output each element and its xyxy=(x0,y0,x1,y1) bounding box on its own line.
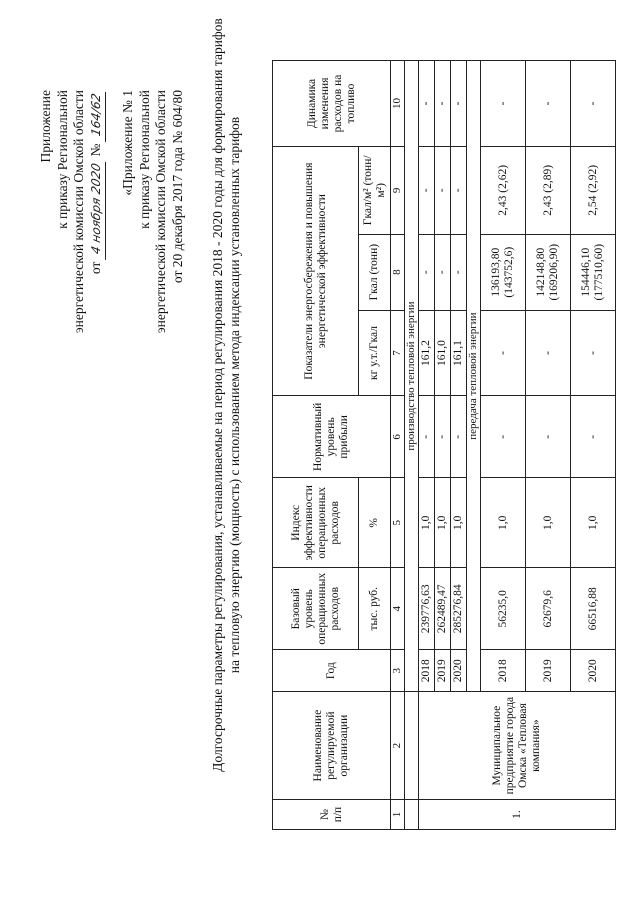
parameters-table xyxy=(272,60,616,830)
kgut-cell: 161,1 xyxy=(451,310,467,396)
profit-cell: - xyxy=(571,396,616,478)
handwritten-date: 4 ноября 2020 xyxy=(88,158,106,260)
gcal-m2-cell: - xyxy=(419,146,435,234)
dynamics-cell: - xyxy=(435,61,451,147)
gcal-cell: 154446,10 (177510,60) xyxy=(571,234,616,310)
unit-gcal: Гкал (тонн) xyxy=(359,234,391,310)
base-cell: 62679,6 xyxy=(526,568,571,650)
year-cell: 2019 xyxy=(526,650,571,692)
blank-cell xyxy=(405,692,419,800)
profit-cell: - xyxy=(526,396,571,478)
unit-percent: % xyxy=(359,478,391,568)
header-org-name: Наименование регулируемой организации xyxy=(273,692,391,800)
base-cell: 239776,63 xyxy=(419,568,435,650)
appendix1-label: «Приложение № 1 xyxy=(120,90,135,196)
header-fuel-dynamics: Динамика изменения расходов на топливо xyxy=(273,61,391,147)
row-number: 1. xyxy=(419,800,616,830)
base-cell: 262489,47 xyxy=(435,568,451,650)
number-prefix: № xyxy=(87,143,103,157)
col-number: 6 xyxy=(391,396,405,478)
appendix1-header xyxy=(120,90,186,333)
col-number: 10 xyxy=(391,61,405,147)
gcal-cell: - xyxy=(451,234,467,310)
gcal-m2-cell: 2,43 (2,62) xyxy=(481,146,526,234)
kgut-cell: - xyxy=(481,310,526,396)
header-num: № п/п xyxy=(273,800,391,830)
unit-rub: тыс. руб. xyxy=(359,568,391,650)
table-row xyxy=(419,61,435,830)
unit-gcal-m2: Гкал/м² (тонн/м²) xyxy=(359,146,391,234)
commission-name: энергетической комиссии Омской области xyxy=(71,90,86,334)
dynamics-cell: - xyxy=(571,61,616,147)
gcal-cell: - xyxy=(435,234,451,310)
col-number: 5 xyxy=(391,478,405,568)
gcal-m2-cell: 2,54 (2,92) xyxy=(571,146,616,234)
header-profit: Нормативный уровень прибыли xyxy=(273,396,391,478)
col-number: 7 xyxy=(391,310,405,396)
organization-name: Муниципальное предприятие города Омска «Тепловая компания» xyxy=(419,692,616,800)
year-cell: 2020 xyxy=(451,650,467,692)
base-cell: 66516,88 xyxy=(571,568,616,650)
col-number: 8 xyxy=(391,234,405,310)
dynamics-cell: - xyxy=(419,61,435,147)
base-cell: 285276,84 xyxy=(451,568,467,650)
dynamics-cell: - xyxy=(451,61,467,147)
year-cell: 2020 xyxy=(571,650,616,692)
index-cell: 1,0 xyxy=(419,478,435,568)
profit-cell: - xyxy=(435,396,451,478)
col-number: 2 xyxy=(391,692,405,800)
kgut-cell: - xyxy=(571,310,616,396)
appendix-label: Приложение xyxy=(38,90,53,163)
year-cell: 2019 xyxy=(435,650,451,692)
profit-cell: - xyxy=(481,396,526,478)
dynamics-cell: - xyxy=(526,61,571,147)
unit-kg-ut: кг у.т./Гкал xyxy=(359,310,391,396)
index-cell: 1,0 xyxy=(435,478,451,568)
index-cell: 1,0 xyxy=(526,478,571,568)
gcal-cell: - xyxy=(419,234,435,310)
order-header xyxy=(38,90,105,333)
kgut-cell: 161,2 xyxy=(419,310,435,396)
order-reference-2: к приказу Региональной xyxy=(136,90,152,229)
col-number: 9 xyxy=(391,146,405,234)
year-cell: 2018 xyxy=(481,650,526,692)
dynamics-cell: - xyxy=(481,61,526,147)
index-cell: 1,0 xyxy=(481,478,526,568)
header-energy-saving: Показатели энергосбережения и повышения энергетической эффективности xyxy=(273,146,359,395)
gcal-cell: 142148,80 (169206,90) xyxy=(526,234,571,310)
header-base-level: Базовый уровень операционных расходов xyxy=(273,568,359,650)
document-title: Долгосрочные параметры регулирования, устанавливаемые на период регулирования 2018 - 2020 годы для формирования тарифов на тепловую энергию (мощность) с использованием метода индексации установленных тарифов xyxy=(210,18,242,772)
header-efficiency-index: Индекс эффективности операционных расходов xyxy=(273,478,359,568)
from-prefix: от xyxy=(87,261,103,275)
section-transfer: передача тепловой энергии xyxy=(467,61,481,692)
base-cell: 56235,0 xyxy=(481,568,526,650)
year-cell: 2018 xyxy=(419,650,435,692)
col-number: 1 xyxy=(391,800,405,830)
kgut-cell: - xyxy=(526,310,571,396)
column-numbers-row xyxy=(391,61,405,830)
original-order-date: от 20 декабря 2017 года № 604/80 xyxy=(169,90,185,284)
blank-cell xyxy=(405,800,419,830)
order-reference: к приказу Региональной xyxy=(54,90,70,229)
section-production: производство тепловой энергии xyxy=(405,61,419,692)
index-cell: 1,0 xyxy=(451,478,467,568)
gcal-m2-cell: - xyxy=(451,146,467,234)
commission-name-2: энергетической комиссии Омской области xyxy=(153,90,168,334)
profit-cell: - xyxy=(419,396,435,478)
header-year: Год xyxy=(273,650,391,692)
gcal-m2-cell: - xyxy=(435,146,451,234)
handwritten-number: 164/62 xyxy=(88,88,106,142)
index-cell: 1,0 xyxy=(571,478,616,568)
gcal-m2-cell: 2,43 (2,89) xyxy=(526,146,571,234)
col-number: 4 xyxy=(391,568,405,650)
col-number: 3 xyxy=(391,650,405,692)
profit-cell: - xyxy=(451,396,467,478)
gcal-cell: 136193,80 (143752,6) xyxy=(481,234,526,310)
order-date-line xyxy=(88,90,106,333)
kgut-cell: 161,0 xyxy=(435,310,451,396)
